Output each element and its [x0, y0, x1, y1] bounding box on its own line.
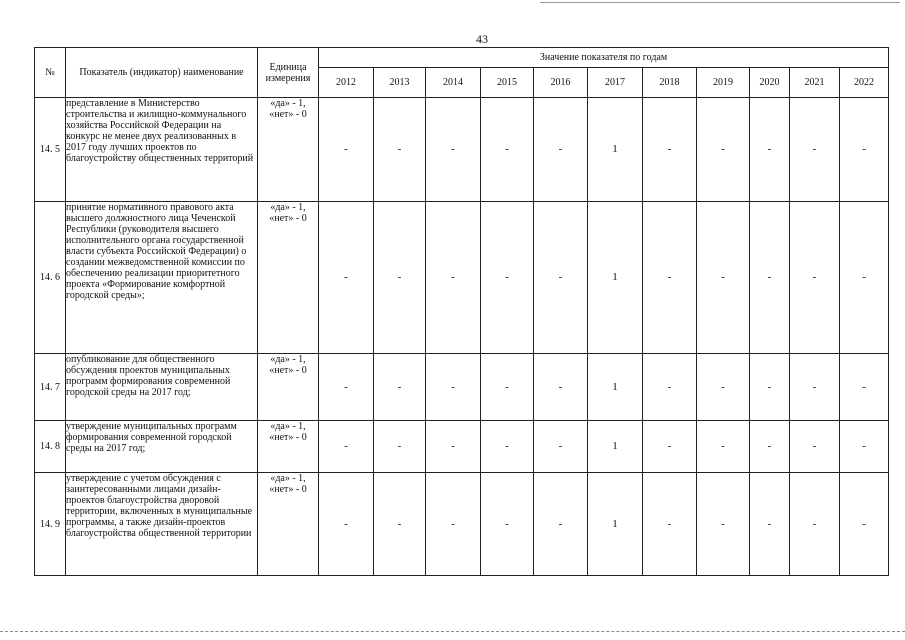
value-cell: -: [534, 421, 588, 473]
value-cell: -: [534, 98, 588, 202]
unit-cell: «да» - 1, «нет» - 0: [258, 473, 319, 576]
value-cell: -: [750, 421, 790, 473]
header-no: №: [35, 48, 66, 98]
year-header: 2019: [697, 68, 750, 98]
indicator-table: [34, 47, 889, 576]
unit-cell: «да» - 1, «нет» - 0: [258, 98, 319, 202]
indicator-name: утверждение муниципальных программ формирования современной городской среды на 2017 год;: [66, 421, 258, 473]
value-cell: -: [750, 202, 790, 354]
year-header: 2013: [374, 68, 426, 98]
year-header: 2021: [790, 68, 840, 98]
value-cell: -: [426, 354, 481, 421]
value-cell: -: [840, 473, 889, 576]
year-header: 2017: [588, 68, 643, 98]
row-number: 14. 5: [35, 98, 66, 202]
value-cell: -: [319, 473, 374, 576]
header-row-top: [35, 48, 889, 68]
value-cell: -: [319, 98, 374, 202]
value-cell: -: [643, 354, 697, 421]
value-cell: -: [790, 354, 840, 421]
value-cell: -: [750, 98, 790, 202]
year-header: 2022: [840, 68, 889, 98]
value-cell: -: [697, 202, 750, 354]
row-number: 14. 6: [35, 202, 66, 354]
value-cell: -: [481, 354, 534, 421]
row-number: 14. 9: [35, 473, 66, 576]
year-header: 2016: [534, 68, 588, 98]
header-unit: Единица измерения: [258, 48, 319, 98]
value-cell: -: [319, 421, 374, 473]
value-cell: -: [643, 473, 697, 576]
value-cell: -: [426, 202, 481, 354]
year-header: 2014: [426, 68, 481, 98]
value-cell: -: [643, 98, 697, 202]
scan-bottom-line: [0, 631, 905, 632]
value-cell: -: [534, 473, 588, 576]
row-number: 14. 8: [35, 421, 66, 473]
value-cell: -: [840, 354, 889, 421]
value-cell: -: [750, 473, 790, 576]
value-cell: -: [481, 98, 534, 202]
value-cell: -: [697, 421, 750, 473]
value-cell: -: [697, 98, 750, 202]
value-cell: -: [790, 98, 840, 202]
value-cell: -: [840, 202, 889, 354]
value-cell: -: [374, 473, 426, 576]
table-row: [35, 473, 889, 576]
value-cell: -: [643, 202, 697, 354]
value-cell: -: [534, 354, 588, 421]
value-cell: -: [481, 421, 534, 473]
table-row: [35, 202, 889, 354]
value-cell: -: [426, 421, 481, 473]
value-cell: -: [534, 202, 588, 354]
header-values: Значение показателя по годам: [319, 48, 889, 68]
value-cell: -: [643, 421, 697, 473]
year-header: 2018: [643, 68, 697, 98]
value-cell: -: [374, 421, 426, 473]
value-cell: -: [697, 354, 750, 421]
indicator-name: принятие нормативного правового акта высшего должностного лица Чеченской Республики (руководителя высшего исполнительного органа государственной власти субъекта Российской Федерации) о создании межведомственной комиссии по обеспечению реализации приоритетного проекта «Формирование комфортной городской среды»;: [66, 202, 258, 354]
indicator-name: опубликование для общественного обсуждения проектов муниципальных программ формирования современной городской среды на 2017 год;: [66, 354, 258, 421]
value-cell: -: [790, 421, 840, 473]
value-cell: 1: [588, 202, 643, 354]
page-number: 43: [476, 32, 488, 46]
header-name: Показатель (индикатор) наименование: [66, 48, 258, 98]
year-header: 2012: [319, 68, 374, 98]
indicator-name: утверждение с учетом обсуждения с заинтересованными лицами дизайн-проектов благоустройства дворовой территории, включенных в муниципальные программы, а также дизайн-проектов благоустройства общественной территории: [66, 473, 258, 576]
value-cell: -: [374, 354, 426, 421]
table-row: [35, 98, 889, 202]
table-row: [35, 354, 889, 421]
value-cell: 1: [588, 98, 643, 202]
value-cell: -: [697, 473, 750, 576]
year-header: 2020: [750, 68, 790, 98]
value-cell: -: [426, 98, 481, 202]
value-cell: -: [481, 202, 534, 354]
value-cell: -: [790, 202, 840, 354]
scan-top-line: [540, 2, 900, 3]
value-cell: -: [319, 202, 374, 354]
indicator-name: представление в Министерство строительства и жилищно-коммунального хозяйства Российской Федерации на конкурс не менее двух реализованных в 2017 году лучших проектов по благоустройству общественных территорий: [66, 98, 258, 202]
value-cell: -: [374, 98, 426, 202]
year-header: 2015: [481, 68, 534, 98]
unit-cell: «да» - 1, «нет» - 0: [258, 354, 319, 421]
unit-cell: «да» - 1, «нет» - 0: [258, 421, 319, 473]
value-cell: -: [840, 421, 889, 473]
value-cell: 1: [588, 421, 643, 473]
value-cell: -: [790, 473, 840, 576]
value-cell: -: [374, 202, 426, 354]
value-cell: -: [481, 473, 534, 576]
value-cell: 1: [588, 354, 643, 421]
unit-cell: «да» - 1, «нет» - 0: [258, 202, 319, 354]
value-cell: -: [750, 354, 790, 421]
value-cell: -: [840, 98, 889, 202]
value-cell: 1: [588, 473, 643, 576]
table-row: [35, 421, 889, 473]
row-number: 14. 7: [35, 354, 66, 421]
value-cell: -: [426, 473, 481, 576]
value-cell: -: [319, 354, 374, 421]
